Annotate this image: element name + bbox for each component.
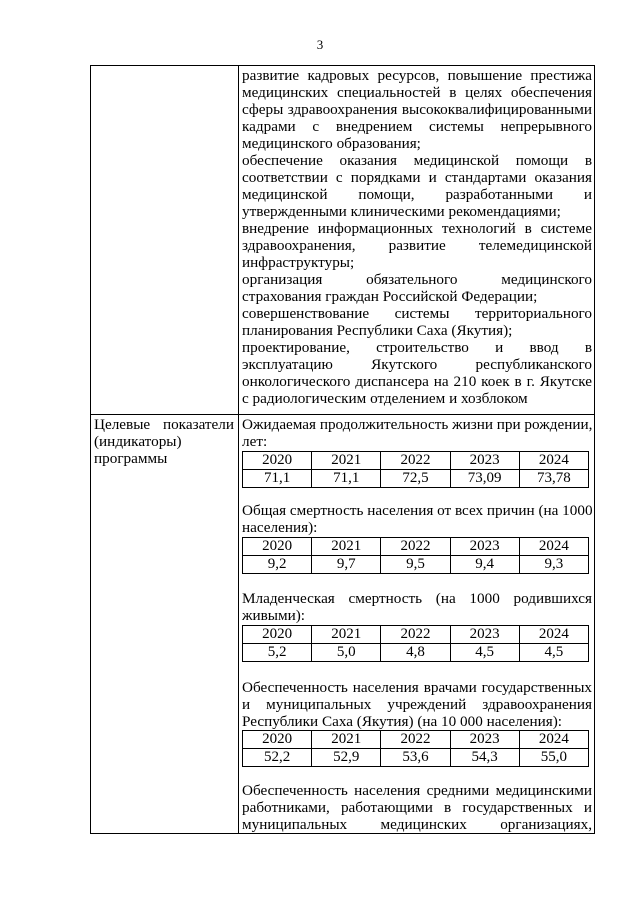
indicator-heading: муниципальных медицинских организациях,	[242, 816, 592, 833]
indicator-heading: Республики Саха (Якутия) (на 10 000 населения):	[242, 713, 562, 730]
task-line: совершенствование системы территориального	[242, 305, 592, 322]
task-line: эксплуатацию Якутского республиканского	[242, 356, 592, 373]
indicator-table	[242, 730, 589, 767]
label-line: программы	[94, 450, 168, 467]
year-cell: 2023	[450, 626, 519, 644]
indicator-heading: живыми):	[242, 607, 306, 624]
value-cell: 4,5	[450, 644, 519, 662]
value-cell: 9,3	[519, 556, 588, 574]
task-line: внедрение информационных технологий в системе	[242, 220, 592, 237]
indicator-heading: и муниципальных учреждений здравоохранения	[242, 696, 592, 713]
task-line: медицинского образования;	[242, 135, 421, 152]
year-cell: 2020	[243, 731, 312, 749]
task-line: сферы здравоохранения высококвалифицированными	[242, 101, 592, 118]
indicator-heading: Обеспеченность населения средними медицинскими	[242, 782, 592, 799]
task-line: с радиологическим отделением и хозблоком	[242, 390, 528, 407]
value-cell: 71,1	[312, 470, 381, 488]
task-line: медицинской помощи, разработанными и	[242, 186, 592, 203]
year-cell: 2023	[450, 538, 519, 556]
year-cell: 2024	[519, 538, 588, 556]
value-cell: 5,2	[243, 644, 312, 662]
year-cell: 2020	[243, 626, 312, 644]
task-line: страхования граждан Российской Федерации;	[242, 288, 538, 305]
task-line: развитие кадровых ресурсов, повышение престижа	[242, 67, 592, 84]
task-line: кадрами с внедрением системы непрерывного	[242, 118, 592, 135]
task-line: здравоохранения, развитие телемедицинской	[242, 237, 592, 254]
year-cell: 2023	[450, 452, 519, 470]
task-line: медицинских специальностей в целях обеспечения	[242, 84, 592, 101]
year-cell: 2024	[519, 731, 588, 749]
indicator-table	[242, 537, 589, 574]
value-cell: 9,7	[312, 556, 381, 574]
task-line: обеспечение оказания медицинской помощи в	[242, 152, 592, 169]
indicator-heading: лет:	[242, 433, 268, 450]
indicator-heading: Общая смертность населения от всех причин (на 1000	[242, 502, 593, 519]
year-cell: 2021	[312, 626, 381, 644]
value-cell: 52,2	[243, 749, 312, 767]
value-cell: 55,0	[519, 749, 588, 767]
year-cell: 2022	[381, 626, 450, 644]
value-cell: 73,78	[519, 470, 588, 488]
task-line: проектирование, строительство и ввод в	[242, 339, 592, 356]
year-cell: 2022	[381, 731, 450, 749]
value-cell: 4,5	[519, 644, 588, 662]
task-line: инфраструктуры;	[242, 254, 355, 271]
task-line: соответствии с порядками и стандартами оказания	[242, 169, 592, 186]
value-cell: 5,0	[312, 644, 381, 662]
indicator-table	[242, 625, 589, 662]
value-cell: 9,2	[243, 556, 312, 574]
value-cell: 71,1	[243, 470, 312, 488]
year-cell: 2024	[519, 626, 588, 644]
indicator-heading: работниками, работающими в государственных и	[242, 799, 592, 816]
page-number: 3	[316, 37, 324, 52]
year-cell: 2022	[381, 452, 450, 470]
indicator-heading: Младенческая смертность (на 1000 родившихся	[242, 590, 592, 607]
label-line: (индикаторы)	[94, 433, 182, 450]
row-divider	[91, 414, 594, 415]
value-cell: 73,09	[450, 470, 519, 488]
value-cell: 9,5	[381, 556, 450, 574]
value-cell: 53,6	[381, 749, 450, 767]
value-cell: 52,9	[312, 749, 381, 767]
value-cell: 9,4	[450, 556, 519, 574]
task-line: организация обязательного медицинского	[242, 271, 592, 288]
value-cell: 72,5	[381, 470, 450, 488]
year-cell: 2020	[243, 538, 312, 556]
year-cell: 2023	[450, 731, 519, 749]
year-cell: 2022	[381, 538, 450, 556]
column-divider	[238, 66, 239, 833]
task-line: планирования Республики Саха (Якутия);	[242, 322, 513, 339]
indicator-heading: Обеспеченность населения врачами государственных	[242, 679, 592, 696]
indicator-heading: населения):	[242, 519, 318, 536]
indicator-table	[242, 451, 589, 488]
year-cell: 2020	[243, 452, 312, 470]
year-cell: 2021	[312, 452, 381, 470]
year-cell: 2024	[519, 452, 588, 470]
label-line: Целевые показатели	[94, 416, 234, 433]
value-cell: 4,8	[381, 644, 450, 662]
indicator-heading: Ожидаемая продолжительность жизни при рождении,	[242, 416, 593, 433]
task-line: утвержденными клиническими рекомендациями;	[242, 203, 561, 220]
year-cell: 2021	[312, 731, 381, 749]
value-cell: 54,3	[450, 749, 519, 767]
task-line: онкологического диспансера на 210 коек в г. Якутске	[242, 373, 592, 390]
year-cell: 2021	[312, 538, 381, 556]
